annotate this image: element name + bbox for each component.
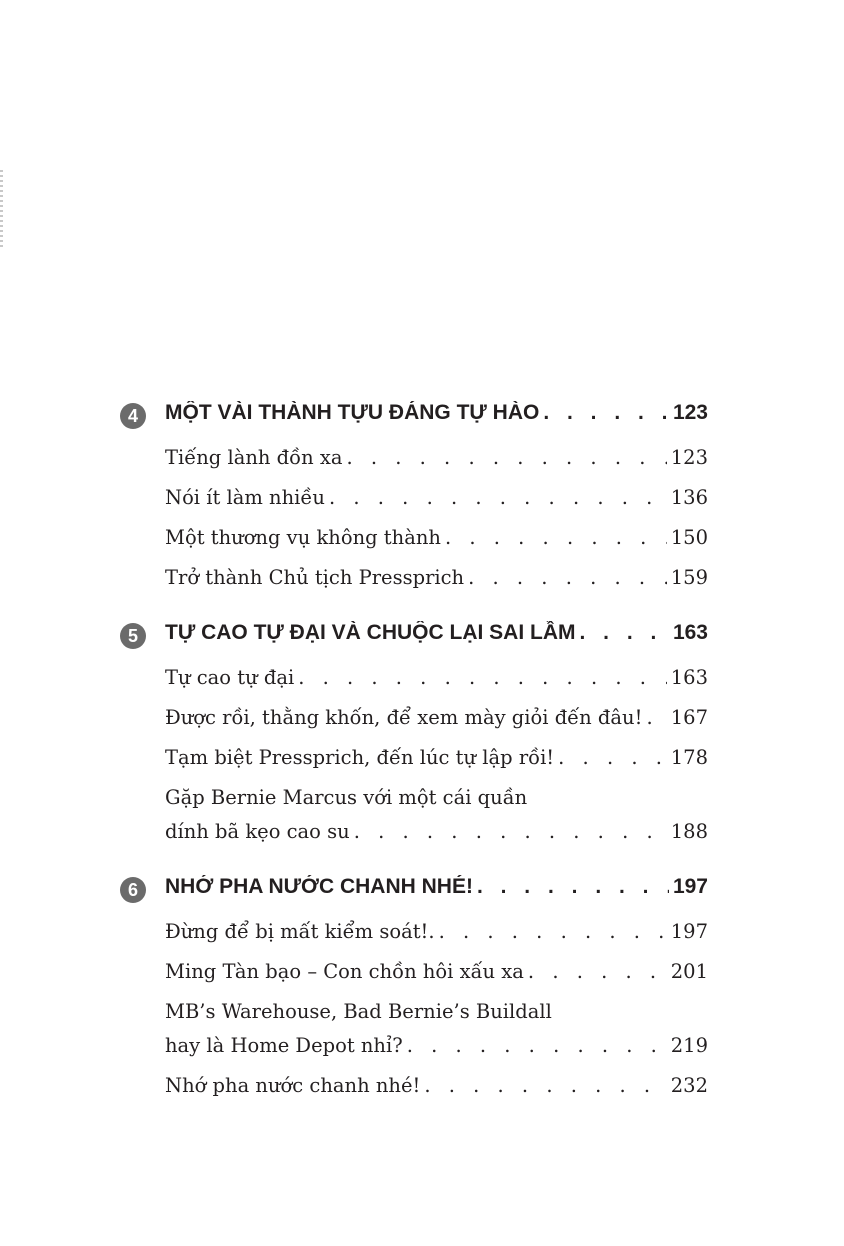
entry-title: Được rồi, thằng khốn, để xem mày giỏi đến đâu! bbox=[165, 706, 643, 729]
entry-page-number: 150 bbox=[670, 526, 708, 549]
dot-leader bbox=[558, 746, 667, 769]
toc-entry[interactable] bbox=[165, 446, 708, 486]
entry-title: Nói ít làm nhiều bbox=[165, 486, 325, 509]
dot-leader bbox=[580, 621, 669, 645]
chapter-page-number: 197 bbox=[672, 875, 708, 898]
entry-title-line-2: hay là Home Depot nhỉ? bbox=[165, 1034, 403, 1057]
entry-page-number: 232 bbox=[670, 1074, 708, 1097]
toc-entry[interactable] bbox=[165, 566, 708, 606]
entry-page-number: 136 bbox=[670, 486, 708, 509]
entry-title-line-1: MB’s Warehouse, Bad Bernie’s Buildall bbox=[165, 1000, 552, 1023]
chapter-page-number: 123 bbox=[672, 401, 708, 424]
chapter-number-badge: 4 bbox=[120, 403, 146, 429]
dot-leader bbox=[477, 875, 669, 899]
entry-page-number: 167 bbox=[670, 706, 708, 729]
toc-entry[interactable] bbox=[165, 1074, 708, 1114]
dot-leader bbox=[346, 446, 666, 469]
entry-title: Tiếng lành đồn xa bbox=[165, 446, 343, 469]
dot-leader bbox=[354, 820, 667, 843]
entry-title: Trở thành Chủ tịch Pressprich bbox=[165, 566, 465, 589]
dot-leader bbox=[298, 666, 667, 689]
chapter-heading-4[interactable] bbox=[120, 398, 708, 434]
section-gap bbox=[120, 860, 708, 872]
dot-leader bbox=[407, 1034, 667, 1057]
dot-leader bbox=[329, 486, 667, 509]
chapter-number-badge: 5 bbox=[120, 623, 146, 649]
entry-title: Nhớ pha nước chanh nhé! bbox=[165, 1074, 421, 1097]
toc-entry[interactable] bbox=[165, 920, 708, 960]
dot-leader bbox=[445, 526, 667, 549]
chapter-number-badge: 6 bbox=[120, 877, 146, 903]
chapter-page-number: 163 bbox=[672, 621, 708, 644]
dot-leader bbox=[543, 401, 669, 425]
toc-entry[interactable] bbox=[165, 960, 708, 1000]
toc-entry[interactable] bbox=[165, 526, 708, 566]
entry-page-number: 123 bbox=[670, 446, 708, 469]
toc-entry[interactable] bbox=[165, 706, 708, 746]
chapter-title: MỘT VÀI THÀNH TỰU ĐÁNG TỰ HÀO bbox=[165, 401, 540, 424]
entry-page-number: 201 bbox=[670, 960, 708, 983]
entry-title: Đừng để bị mất kiểm soát!. bbox=[165, 920, 435, 943]
section-gap bbox=[120, 606, 708, 618]
entry-page-number: 197 bbox=[670, 920, 708, 943]
entry-page-number: 188 bbox=[670, 820, 708, 843]
entry-title-line-2: dính bã kẹo cao su bbox=[165, 820, 350, 843]
entry-page-number: 159 bbox=[670, 566, 708, 589]
toc-entry[interactable] bbox=[165, 666, 708, 706]
entry-title: Tự cao tự đại bbox=[165, 666, 295, 689]
entry-title: Một thương vụ không thành bbox=[165, 526, 441, 549]
entry-title-line-1: Gặp Bernie Marcus với một cái quần bbox=[165, 786, 528, 809]
chapter-heading-5[interactable] bbox=[120, 618, 708, 654]
dot-leader bbox=[468, 566, 667, 589]
dot-leader bbox=[424, 1074, 666, 1097]
entry-page-number: 219 bbox=[670, 1034, 708, 1057]
chapter-title: NHỚ PHA NƯỚC CHANH NHÉ! bbox=[165, 875, 473, 898]
dot-leader bbox=[646, 706, 666, 729]
dot-leader bbox=[528, 960, 667, 983]
toc-entry[interactable] bbox=[165, 746, 708, 786]
toc-entry[interactable] bbox=[165, 1000, 708, 1068]
chapter-title: TỰ CAO TỰ ĐẠI VÀ CHUỘC LẠI SAI LẦM bbox=[165, 621, 576, 644]
entry-title: Tạm biệt Pressprich, đến lúc tự lập rồi! bbox=[165, 746, 555, 769]
toc-entry[interactable] bbox=[165, 786, 708, 854]
entry-page-number: 163 bbox=[670, 666, 708, 689]
page-edge-mark bbox=[0, 170, 3, 250]
entry-title: Ming Tàn bạo – Con chồn hôi xấu xa bbox=[165, 960, 524, 983]
toc-entry[interactable] bbox=[165, 486, 708, 526]
chapter-heading-6[interactable] bbox=[120, 872, 708, 908]
table-of-contents bbox=[120, 398, 708, 1114]
entry-page-number: 178 bbox=[670, 746, 708, 769]
dot-leader bbox=[439, 920, 667, 943]
